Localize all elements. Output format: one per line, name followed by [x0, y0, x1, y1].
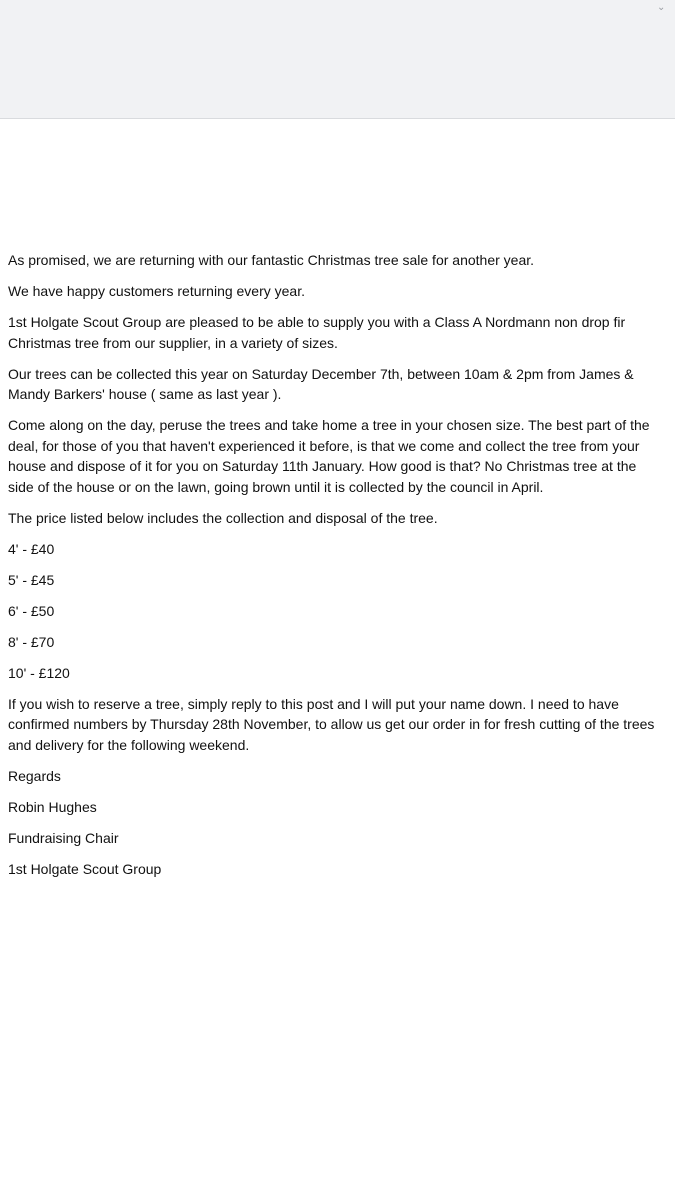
organisation-name: 1st Holgate Scout Group: [8, 860, 162, 877]
collection-paragraph: Our trees can be collected this year on Saturday December 7th, between 10am & 2pm from James & Mandy Barkers' house ( same as last year ).: [8, 365, 634, 402]
sign-off: Regards: [8, 767, 61, 784]
signer-name: Robin Hughes: [8, 798, 97, 815]
reserve-paragraph: If you wish to reserve a tree, simply reply to this post and I will put your name down. I need to have confirmed numbers by Thursday 28th November, to allow us get our order in for fresh cutting of the trees and delivery for the following weekend.: [8, 695, 655, 753]
price-intro-paragraph: The price listed below includes the collection and disposal of the tree.: [8, 509, 438, 526]
price-item: 8' - £70: [8, 633, 55, 650]
chevron-down-icon[interactable]: ⌄: [657, 2, 666, 13]
price-item: 6' - £50: [8, 602, 55, 619]
letter-body: [8, 250, 663, 890]
price-item: 5' - £45: [8, 571, 55, 588]
returning-customers-paragraph: We have happy customers returning every year.: [8, 283, 306, 299]
signer-role: Fundraising Chair: [8, 829, 119, 846]
intro-paragraph: As promised, we are returning with our fantastic Christmas tree sale for another year.: [8, 252, 535, 268]
price-list: [8, 539, 663, 684]
disposal-paragraph: Come along on the day, peruse the trees and take home a tree in your chosen size. The best part of the deal, for those of you that haven't experienced it before, is that we come and collect the tree from your house and dispose of it for you on Saturday 11th January. How good is that? No Christmas tree at the side of the house or on the lawn, going brown until it is collected by the council in April.: [8, 417, 650, 495]
price-item: 4' - £40: [8, 540, 55, 557]
supplier-paragraph: 1st Holgate Scout Group are pleased to be able to supply you with a Class A Nordmann non drop fir Christmas tree from our supplier, in a variety of sizes.: [8, 314, 626, 351]
price-item: 10' - £120: [8, 664, 70, 681]
top-bar: [0, 0, 675, 119]
